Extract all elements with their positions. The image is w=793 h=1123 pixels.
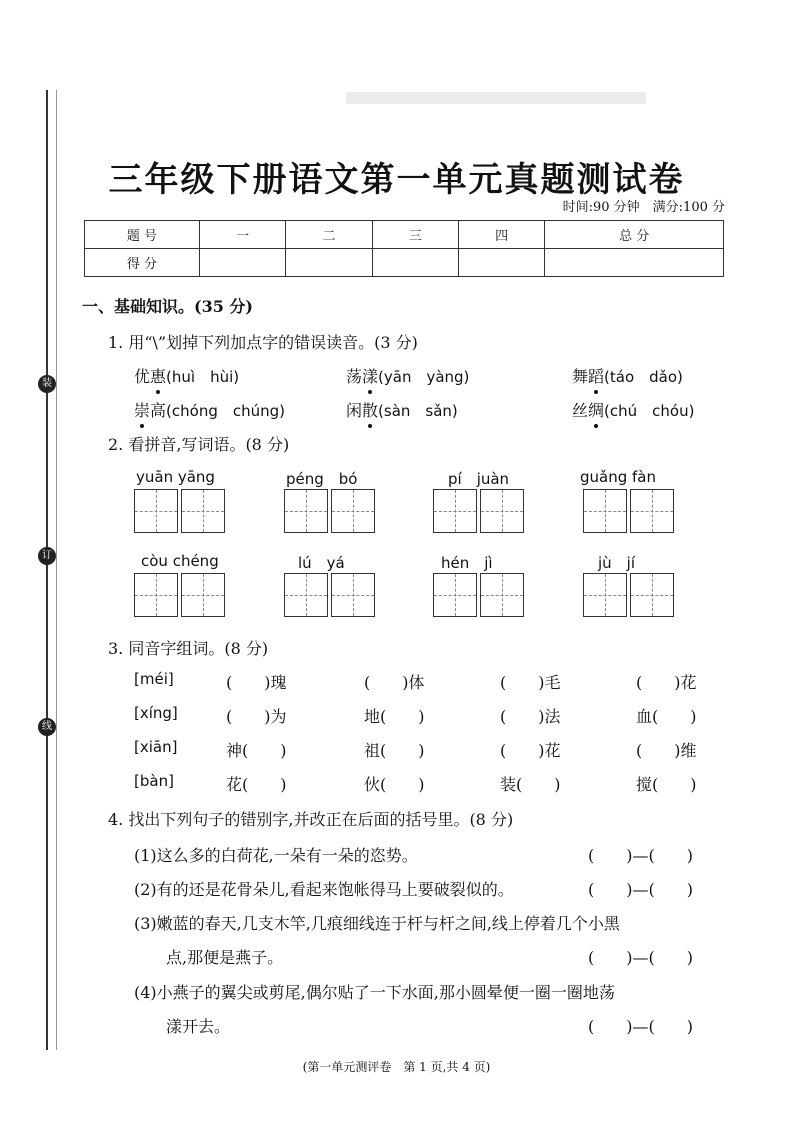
time-info: 时间:90 分钟 满分:100 分 [562,200,725,215]
score-input-cell[interactable] [545,249,724,277]
q4-sentence: (3)嫩蓝的春天,几支木竿,几痕细线连于杆与杆之间,线上停着几个小黑 [134,914,620,933]
writing-box[interactable] [134,573,178,617]
homophone-blank[interactable]: ( )瑰 [226,673,287,692]
pinyin-label: yuān yāng [136,468,215,486]
score-input-cell[interactable] [286,249,372,277]
homophone-blank[interactable]: 神( ) [226,741,287,760]
homophone-pinyin: [méi] [134,670,174,688]
binding-line [46,90,48,1050]
homophone-blank[interactable]: ( )法 [500,707,561,726]
q1-item[interactable]: 闲散(sàn sǎn) [346,398,458,421]
homophone-blank[interactable]: 血( ) [636,707,697,726]
answer-blank[interactable]: ( )—( ) [588,880,693,899]
binding-mark: 订 [38,547,56,565]
writing-box[interactable] [630,573,674,617]
answer-blank[interactable]: ( )—( ) [588,846,693,865]
page-footer: (第一单元测评卷 第 1 页,共 4 页) [302,1060,491,1074]
homophone-pinyin: [xiān] [134,738,178,756]
score-table-score-row [85,249,724,277]
homophone-blank[interactable]: ( )为 [226,707,287,726]
question-4-prompt: 4. 找出下列句子的错别字,并改正在后面的括号里。(8 分) [108,810,514,829]
q4-sentence: (4)小燕子的翼尖或剪尾,偶尔贴了一下水面,那小圆晕便一圈一圈地荡 [134,983,615,1002]
q1-item[interactable]: 舞蹈(táo dǎo) [572,364,683,387]
binding-mark: 线 [38,718,56,736]
writing-box[interactable] [433,489,477,533]
table-cell: 得 分 [85,249,200,277]
homophone-blank[interactable]: 花( ) [226,775,287,794]
table-cell: 四 [458,221,544,249]
page-title: 三年级下册语文第一单元真题测试卷 [108,160,685,200]
q1-item[interactable]: 荡漾(yān yàng) [346,364,469,387]
section-title: 一、基础知识。(35 分) [82,297,253,316]
writing-box[interactable] [331,489,375,533]
writing-box[interactable] [181,489,225,533]
pinyin-label: pí juàn [448,470,510,488]
writing-box[interactable] [480,573,524,617]
binding-line-inner [56,90,57,1050]
homophone-blank[interactable]: 祖( ) [364,741,425,760]
writing-box[interactable] [181,573,225,617]
table-cell: 总 分 [545,221,724,249]
homophone-blank[interactable]: ( )花 [500,741,561,760]
writing-box[interactable] [134,489,178,533]
score-input-cell[interactable] [200,249,286,277]
writing-box[interactable] [284,489,328,533]
homophone-pinyin: [xíng] [134,704,178,722]
q4-sentence: (2)有的还是花骨朵儿,看起来饱帐得马上要破裂似的。 [134,880,514,899]
q4-sentence-cont: 漾开去。 [166,1017,231,1036]
homophone-blank[interactable]: 搅( ) [636,775,697,794]
pinyin-label: hén jì [441,554,493,572]
score-input-cell[interactable] [458,249,544,277]
table-cell: 题 号 [85,221,200,249]
homophone-blank[interactable]: ( )维 [636,741,697,760]
score-input-cell[interactable] [372,249,458,277]
writing-box[interactable] [284,573,328,617]
header-band [346,92,646,104]
pinyin-label: lú yá [298,554,345,572]
pinyin-label: còu chéng [141,552,219,570]
q1-item[interactable]: 丝绸(chú chóu) [572,398,694,421]
score-table-header-row [85,221,724,249]
score-table [84,220,724,277]
writing-box[interactable] [583,573,627,617]
answer-blank[interactable]: ( )—( ) [588,1017,693,1036]
writing-box[interactable] [480,489,524,533]
writing-box[interactable] [630,489,674,533]
answer-blank[interactable]: ( )—( ) [588,948,693,967]
homophone-blank[interactable]: ( )花 [636,673,697,692]
table-cell: 二 [286,221,372,249]
question-3-prompt: 3. 同音字组词。(8 分) [108,639,269,658]
pinyin-label: jù jí [598,554,636,572]
question-1-prompt: 1. 用“\”划掉下列加点字的错误读音。(3 分) [108,333,418,352]
q4-sentence-cont: 点,那便是燕子。 [166,948,284,967]
homophone-pinyin: [bàn] [134,772,174,790]
table-cell: 三 [372,221,458,249]
q1-item[interactable]: 崇高(chóng chúng) [134,398,285,421]
question-2-prompt: 2. 看拼音,写词语。(8 分) [108,435,290,454]
q4-sentence: (1)这么多的白荷花,一朵有一朵的恣势。 [134,846,418,865]
binding-mark: 装 [38,375,56,393]
q1-item[interactable]: 优惠(huì hùi) [134,364,239,387]
pinyin-label: guǎng fàn [580,468,656,486]
homophone-blank[interactable]: 装( ) [500,775,561,794]
homophone-blank[interactable]: ( )体 [364,673,425,692]
homophone-blank[interactable]: 伙( ) [364,775,425,794]
writing-box[interactable] [583,489,627,533]
pinyin-label: péng bó [286,470,358,488]
table-cell: 一 [200,221,286,249]
writing-box[interactable] [331,573,375,617]
homophone-blank[interactable]: 地( ) [364,707,425,726]
homophone-blank[interactable]: ( )毛 [500,673,561,692]
writing-box[interactable] [433,573,477,617]
